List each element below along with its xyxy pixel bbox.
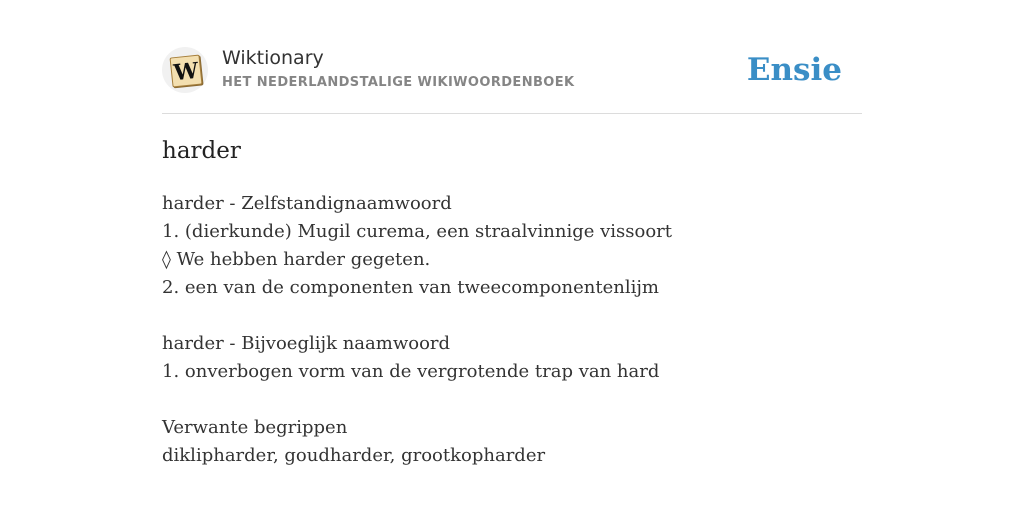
wiktionary-logo[interactable] bbox=[162, 47, 208, 93]
separator: , bbox=[272, 445, 285, 466]
definition-line: 1. (dierkunde) Mugil curema, een straalvinnige vissoort bbox=[162, 221, 673, 242]
example-line: ◊ We hebben harder gegeten. bbox=[162, 249, 431, 270]
definition-content bbox=[162, 190, 672, 470]
site-name[interactable]: Wiktionary bbox=[222, 47, 324, 69]
entry-heading: harder - Zelfstandignaamwoord bbox=[162, 193, 452, 214]
entry-heading: harder - Bijvoeglijk naamwoord bbox=[162, 333, 451, 354]
page-container bbox=[162, 0, 862, 466]
related-link[interactable]: diklipharder bbox=[162, 445, 273, 466]
ensie-brand-link[interactable]: Ensie bbox=[746, 52, 842, 88]
logo-letter: W bbox=[172, 57, 200, 87]
logo-tile-icon bbox=[170, 55, 203, 88]
definition-line: 1. onverbogen vorm van de vergrotende trap van hard bbox=[162, 361, 660, 382]
related-link[interactable]: goudharder bbox=[284, 445, 390, 466]
site-subtitle: HET NEDERLANDSTALIGE WIKIWOORDENBOEK bbox=[222, 75, 575, 90]
site-header bbox=[162, 0, 862, 114]
definition-line: 2. een van de componenten van tweecomponentenlijm bbox=[162, 277, 659, 298]
page-title: harder bbox=[162, 138, 241, 164]
related-link[interactable]: grootkopharder bbox=[401, 445, 546, 466]
related-list bbox=[162, 442, 672, 470]
separator: , bbox=[389, 445, 402, 466]
spacer bbox=[162, 386, 672, 414]
related-heading: Verwante begrippen bbox=[162, 417, 348, 438]
spacer bbox=[162, 302, 672, 330]
